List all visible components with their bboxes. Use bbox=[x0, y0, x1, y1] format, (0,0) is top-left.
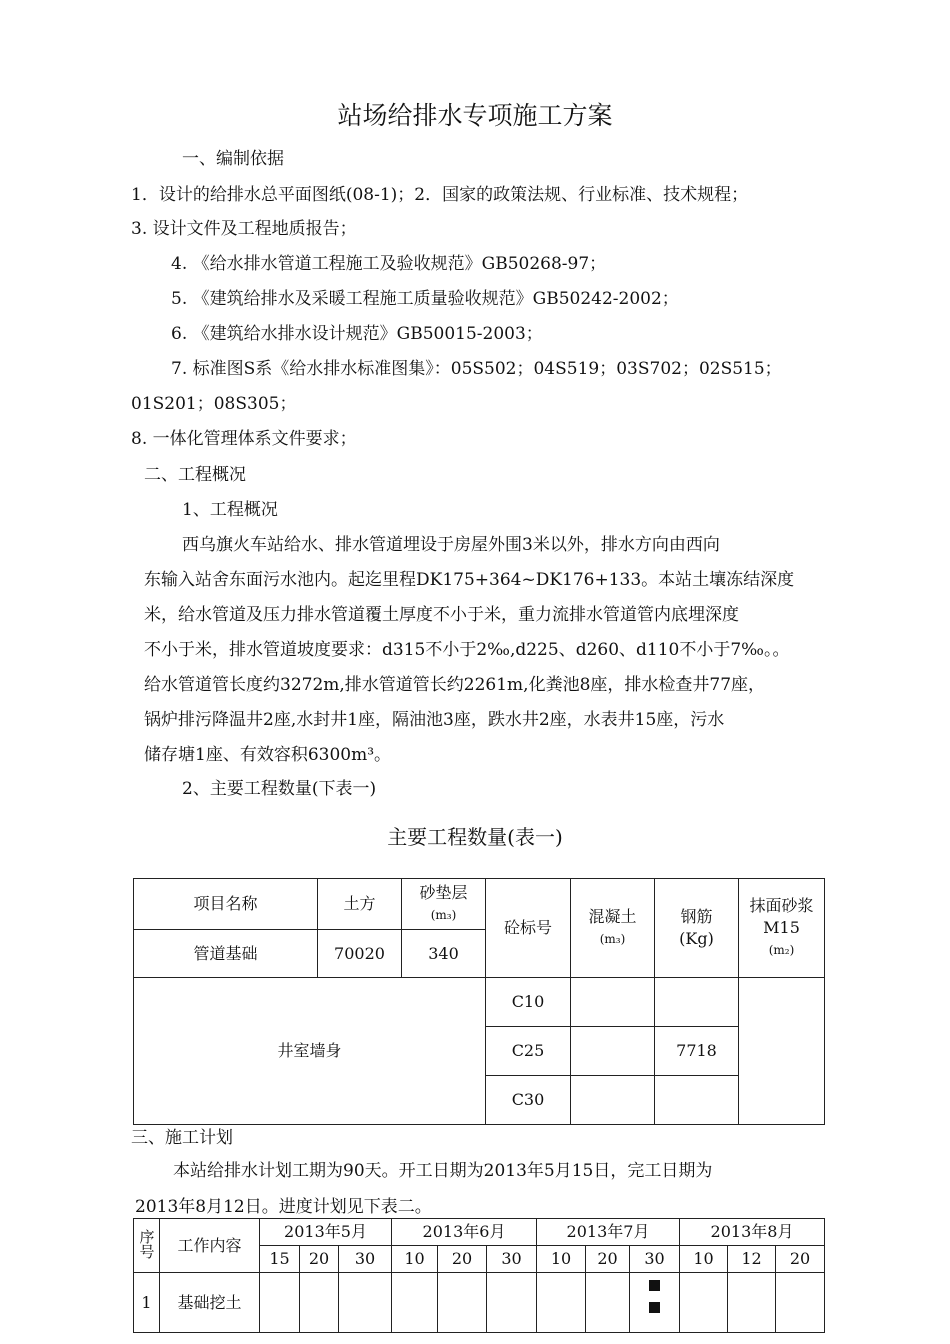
cell-steel-c25: 7718 bbox=[655, 1027, 739, 1076]
header-sand-cushion-unit: (m₃) bbox=[430, 908, 457, 922]
overview-line-7: 储存塘1座、有效容积6300m³。 bbox=[144, 745, 392, 765]
overview-line-4: 不小于米，排水管道坡度要求：d315不小于2‰,d225、d260、d110不小于7‰。。 bbox=[144, 640, 790, 660]
subheading-quantities: 2、主要工程数量(下表一) bbox=[182, 779, 377, 799]
grade-c25: C25 bbox=[486, 1027, 571, 1076]
schedule-day-cell bbox=[300, 1273, 339, 1333]
day-header: 20 bbox=[776, 1246, 825, 1273]
day-header: 20 bbox=[586, 1246, 630, 1273]
day-header: 10 bbox=[680, 1246, 728, 1273]
overview-line-3: 米，给水管道及压力排水管道覆土厚度不小于米，重力流排水管道管内底埋深度 bbox=[144, 605, 739, 625]
section-heading-overview: 二、工程概况 bbox=[144, 465, 246, 485]
schedule-row-no: 1 bbox=[134, 1273, 160, 1333]
day-header: 30 bbox=[487, 1246, 537, 1273]
progress-mark bbox=[649, 1302, 660, 1313]
grade-c30: C30 bbox=[486, 1076, 571, 1125]
basis-line-1: 1．设计的给排水总平面图纸(08-1)；2．国家的政策法规、行业标准、技术规程； bbox=[131, 185, 749, 205]
schedule-month-august: 2013年8月 bbox=[680, 1219, 825, 1246]
schedule-day-cell bbox=[728, 1273, 776, 1333]
header-mortar bbox=[739, 879, 825, 978]
row-pipe-base-sand: 340 bbox=[402, 930, 486, 978]
schedule-row-work: 基础挖土 bbox=[160, 1273, 260, 1333]
basis-line-7: 01S201；08S305； bbox=[131, 394, 297, 414]
header-concrete-unit: (m₃) bbox=[599, 932, 626, 946]
schedule-day-cell bbox=[392, 1273, 438, 1333]
day-header: 30 bbox=[339, 1246, 392, 1273]
basis-line-5: 6. 《建筑给水排水设计规范》GB50015-2003； bbox=[171, 324, 543, 344]
basis-line-8: 8. 一体化管理体系文件要求； bbox=[131, 429, 357, 449]
day-header: 30 bbox=[630, 1246, 680, 1273]
header-concrete-label: 混凝土 bbox=[588, 907, 637, 926]
overview-line-2: 东输入站舍东面污水池内。起迄里程DK175+364~DK176+133。本站土壤冻结深度 bbox=[144, 570, 795, 590]
overview-line-1: 西乌旗火车站给水、排水管道埋设于房屋外围3米以外，排水方向由西向 bbox=[182, 535, 720, 555]
schedule-day-cell bbox=[438, 1273, 487, 1333]
header-concrete bbox=[571, 879, 655, 978]
basis-line-4: 5. 《建筑给排水及采暖工程施工质量验收规范》GB50242-2002； bbox=[171, 289, 679, 309]
cell-steel-c30 bbox=[655, 1076, 739, 1125]
plan-line-2: 2013年8月12日。进度计划见下表二。 bbox=[135, 1197, 432, 1217]
header-earthwork: 土方 bbox=[318, 879, 402, 930]
overview-line-6: 锅炉排污降温井2座,水封井1座，隔油池3座，跌水井2座，水表井15座，污水 bbox=[144, 710, 725, 730]
schedule-day-cell bbox=[586, 1273, 630, 1333]
header-steel-label: 钢筋 bbox=[680, 907, 713, 926]
schedule-month-july: 2013年7月 bbox=[537, 1219, 680, 1246]
progress-mark bbox=[649, 1280, 660, 1291]
schedule-day-cell bbox=[680, 1273, 728, 1333]
cell-steel-c10 bbox=[655, 978, 739, 1027]
subheading-overview: 1、工程概况 bbox=[182, 500, 278, 520]
schedule-month-june: 2013年6月 bbox=[392, 1219, 537, 1246]
section-heading-plan: 三、施工计划 bbox=[131, 1128, 233, 1148]
cell-mortar-well bbox=[739, 978, 825, 1125]
basis-line-6: 7. 标准图S系《给水排水标准图集》：05S502；04S519；03S702；02S515； bbox=[171, 359, 782, 379]
schedule-header-no bbox=[134, 1219, 160, 1273]
grade-c10: C10 bbox=[486, 978, 571, 1027]
schedule-header-no-label: 序号 bbox=[137, 1229, 156, 1259]
section-heading-basis: 一、编制依据 bbox=[182, 149, 284, 169]
row-pipe-base-earth: 70020 bbox=[318, 930, 402, 978]
schedule-progress-mark-cell bbox=[630, 1273, 680, 1333]
quantities-table bbox=[133, 878, 825, 1125]
basis-line-3: 4. 《给水排水管道工程施工及验收规范》GB50268-97； bbox=[171, 254, 607, 274]
schedule-day-cell bbox=[487, 1273, 537, 1333]
day-header: 15 bbox=[260, 1246, 300, 1273]
header-mortar-unit: (m₂) bbox=[768, 943, 795, 957]
day-header: 20 bbox=[300, 1246, 339, 1273]
day-header: 10 bbox=[537, 1246, 586, 1273]
schedule-day-cell bbox=[339, 1273, 392, 1333]
row-pipe-base-name: 管道基础 bbox=[134, 930, 318, 978]
header-mortar-label: 抹面砂浆M15 bbox=[749, 896, 814, 937]
header-concrete-grade: 砼标号 bbox=[486, 879, 571, 978]
document-title: 站场给排水专项施工方案 bbox=[337, 101, 613, 130]
row-well-wall-name: 井室墙身 bbox=[134, 978, 486, 1125]
header-sand-cushion bbox=[402, 879, 486, 930]
schedule-day-cell bbox=[537, 1273, 586, 1333]
cell-concrete-c30 bbox=[571, 1076, 655, 1125]
header-sand-cushion-label: 砂垫层 bbox=[419, 883, 468, 902]
schedule-day-cell bbox=[776, 1273, 825, 1333]
day-header: 20 bbox=[438, 1246, 487, 1273]
schedule-month-may: 2013年5月 bbox=[260, 1219, 392, 1246]
schedule-day-cell bbox=[260, 1273, 300, 1333]
schedule-table bbox=[133, 1218, 825, 1333]
overview-line-5: 给水管道管长度约3272m,排水管道管长约2261m,化粪池8座，排水检查井77座， bbox=[144, 675, 766, 695]
table1-title: 主要工程数量(表一) bbox=[387, 825, 563, 849]
header-item-name: 项目名称 bbox=[134, 879, 318, 930]
plan-line-1: 本站给排水计划工期为90天。开工日期为2013年5月15日，完工日期为 bbox=[173, 1161, 713, 1181]
cell-concrete-c10 bbox=[571, 978, 655, 1027]
header-steel-unit: (Kg) bbox=[679, 929, 714, 948]
day-header: 10 bbox=[392, 1246, 438, 1273]
header-steel bbox=[655, 879, 739, 978]
cell-concrete-c25 bbox=[571, 1027, 655, 1076]
schedule-header-work: 工作内容 bbox=[160, 1219, 260, 1273]
basis-line-2: 3. 设计文件及工程地质报告； bbox=[131, 219, 357, 239]
day-header: 12 bbox=[728, 1246, 776, 1273]
